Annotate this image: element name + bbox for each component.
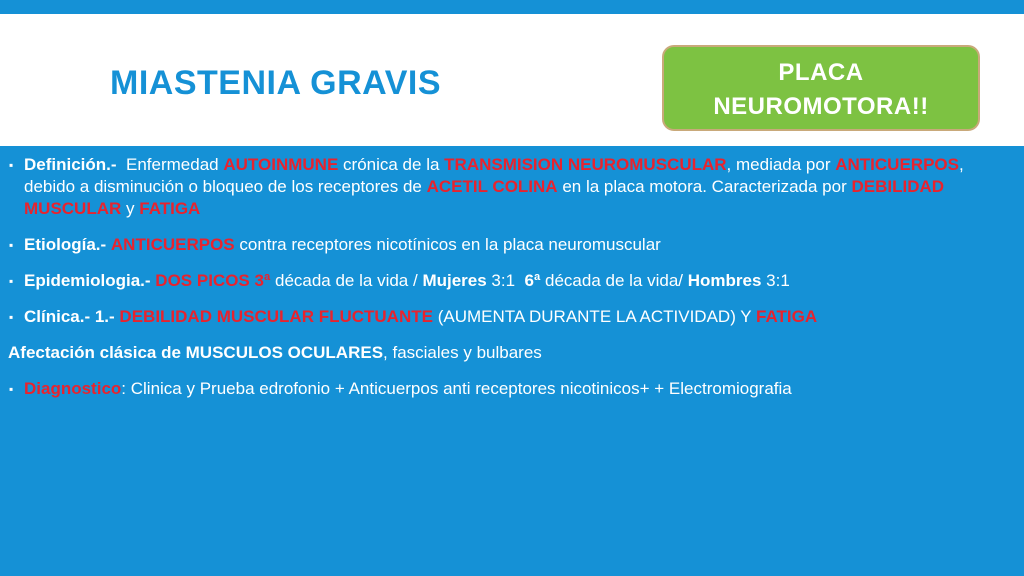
definicion-text-5: en la placa motora. Caracterizada por <box>562 177 847 196</box>
definicion-text-3: , mediada por <box>726 155 831 174</box>
diagnostico-item <box>6 378 1018 400</box>
epidemiologia-bold-1: Mujeres <box>422 271 487 290</box>
placa-neuromotora-badge <box>662 45 980 131</box>
etiologia-text-1: contra receptores nicotínicos en la placa neuromuscular <box>239 235 661 254</box>
definicion-red-6: FATIGA <box>139 199 201 218</box>
definicion-red-4: ACETIL COLINA <box>426 177 558 196</box>
definicion-label: Definición.- <box>24 155 117 174</box>
clinica-red-2: FATIGA <box>756 307 818 326</box>
clinica-item <box>6 306 1018 328</box>
etiologia-label: Etiología.- <box>24 235 107 254</box>
definicion-red-2: TRANSMISION NEUROMUSCULAR <box>444 155 727 174</box>
definicion-text-4: , debido a disminución o bloqueo de los receptores de <box>24 155 964 196</box>
square-bullet-icon: ▪ <box>9 274 14 288</box>
square-bullet-icon: ▪ <box>9 238 14 252</box>
diagnostico-text-1: : Clinica y Prueba edrofonio + Anticuerpos anti receptores nicotinicos+ + Electromiografia <box>121 379 792 398</box>
epidemiologia-label: Epidemiologia.- <box>24 271 151 290</box>
epidemiologia-text-3: década de la vida/ <box>545 271 683 290</box>
slide-content <box>6 154 1018 414</box>
afectacion-text-1: , fasciales y bulbares <box>383 343 542 362</box>
top-bar <box>0 0 1024 14</box>
epidemiologia-bold-3: Hombres <box>687 271 762 290</box>
epidemiologia-item <box>6 270 1018 292</box>
diagnostico-red-1: Diagnostico <box>24 379 122 398</box>
afectacion-item <box>6 342 1018 364</box>
epidemiologia-text-2: 3:1 <box>491 271 516 290</box>
etiologia-red-1: ANTICUERPOS <box>110 235 235 254</box>
definicion-red-3: ANTICUERPOS <box>835 155 959 174</box>
clinica-red-1: DEBILIDAD MUSCULAR FLUCTUANTE <box>119 307 433 326</box>
definicion-text-1: Enfermedad <box>126 155 219 174</box>
square-bullet-icon: ▪ <box>9 382 14 396</box>
etiologia-item <box>6 234 1018 256</box>
epidemiologia-red-1: DOS PICOS <box>155 271 250 290</box>
definicion-red-1: AUTOINMUNE <box>223 155 339 174</box>
square-bullet-icon: ▪ <box>9 158 14 172</box>
epidemiologia-text-1: década de la vida / <box>274 271 418 290</box>
clinica-label: Clínica.- 1.- <box>24 307 115 326</box>
epidemiologia-text-4: 3:1 <box>766 271 790 290</box>
definicion-red-5: DEBILIDAD MUSCULAR <box>24 177 945 218</box>
afectacion-bold-1: Afectación clásica de MUSCULOS OCULARES <box>8 343 384 362</box>
clinica-text-1: (AUMENTA DURANTE LA ACTIVIDAD) Y <box>437 307 752 326</box>
definicion-text-6: y <box>126 199 135 218</box>
epidemiologia-bold-2: 6ª <box>524 271 541 290</box>
square-bullet-icon: ▪ <box>9 310 14 324</box>
badge-line-1: PLACA <box>778 59 864 86</box>
epidemiologia-red-2: 3ª <box>254 271 271 290</box>
definicion-item <box>6 154 1018 220</box>
definicion-text-2: crónica de la <box>343 155 440 174</box>
badge-line-2: NEUROMOTORA!! <box>713 93 929 120</box>
slide-title: MIASTENIA GRAVIS <box>110 64 442 102</box>
